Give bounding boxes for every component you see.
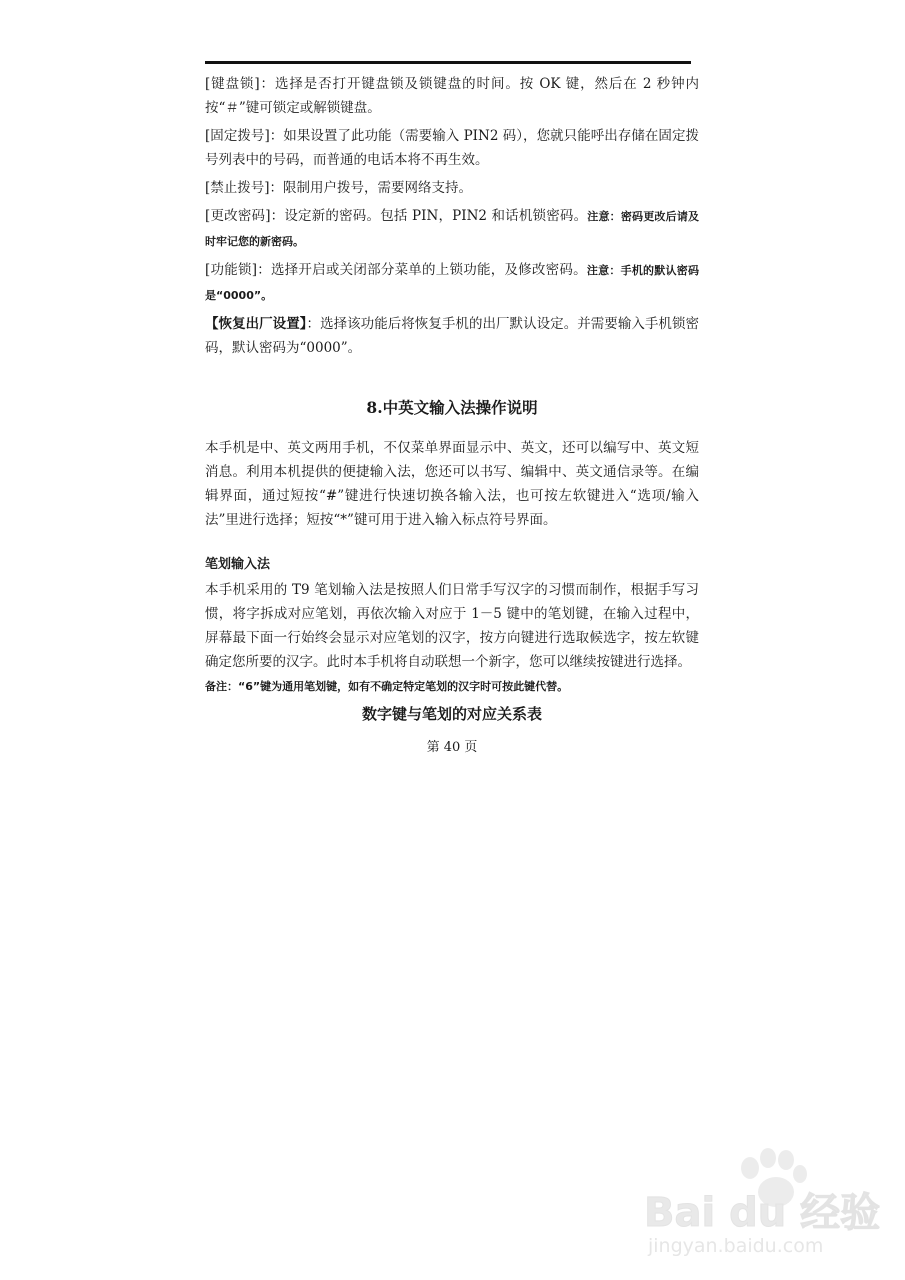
factory-reset-text: ：选择该功能后将恢复手机的出厂默认设定。并需要输入手机锁密码，默认密码为“0000”。	[205, 316, 700, 356]
paragraph-text: [固定拨号]：如果设置了此功能（需要输入 PIN2 码），您就只能呼出存储在固定拨号列表中的号码，而普通的电话本将不再生效。	[205, 128, 699, 168]
table-title: 数字键与笔划的对应关系表	[361, 705, 542, 723]
paragraph-call-barring	[205, 176, 699, 200]
paragraph-text: [更改密码]：设定新的密码。包括 PIN，PIN2 和话机锁密码。	[205, 208, 588, 224]
paragraph-factory-reset	[205, 312, 699, 360]
baidu-jingyan-watermark	[640, 1140, 880, 1260]
intro-paragraph: 本手机是中、英文两用手机，不仅菜单界面显示中、英文，还可以编写中、英文短消息。利用本机提供的便捷输入法，您还可以书写、编辑中、英文通信录等。在编辑界面，通过短按“#”键进行快速切换各输入法，也可按左软键进入“选项/输入法”里进行选择；短按“*”键可用于进入输入标点符号界面。	[205, 440, 699, 528]
watermark-url: jingyan.baidu.com	[648, 1235, 824, 1257]
paragraph-text: [键盘锁]：选择是否打开键盘锁及锁键盘的时间。按 OK 键，然后在 2 秒钟内按“＃”键可锁定或解锁键盘。	[205, 76, 699, 116]
paragraph-function-lock	[205, 258, 699, 308]
section-heading: 8.中英文输入法操作说明	[366, 398, 538, 417]
paragraph-text: [功能锁]：选择开启或关闭部分菜单的上锁功能，及修改密码。	[205, 262, 587, 278]
paragraph-text: [禁止拨号]：限制用户拨号，需要网络支持。	[205, 180, 473, 196]
page-number: 第 40 页	[426, 740, 478, 755]
paragraph-change-password	[205, 204, 699, 254]
paragraph-note: 注意：密码更改后请及时牢记您的新密码。	[205, 210, 700, 248]
stroke-input-heading: 笔划输入法	[205, 557, 271, 572]
remark-note: 备注：“6”键为通用笔划键，如有不确定特定笔划的汉字时可按此键代替。	[205, 680, 569, 693]
paragraph-fixed-dial	[205, 124, 699, 172]
document-body	[205, 72, 699, 758]
stroke-input-paragraph: 本手机采用的 T9 笔划输入法是按照人们日常手写汉字的习惯而制作，根据手写习惯，将字拆成对应笔划，再依次输入对应于 1－5 键中的笔划键，在输入过程中，屏幕最下面一行始终会显示对应笔划的汉字，按方向键进行选取候选字，按左软键确定您所要的汉字。此时本手机将自动联想一个新字，您可以继续按键进行选择。	[205, 582, 699, 670]
paragraph-note: 注意：手机的默认密码是“0000”。	[205, 264, 699, 302]
header-rule	[205, 61, 691, 64]
paragraph-keypad-lock	[205, 72, 699, 120]
factory-reset-label: 【恢复出厂设置】	[205, 316, 307, 332]
watermark-brand: Bai du 经验	[644, 1190, 880, 1236]
